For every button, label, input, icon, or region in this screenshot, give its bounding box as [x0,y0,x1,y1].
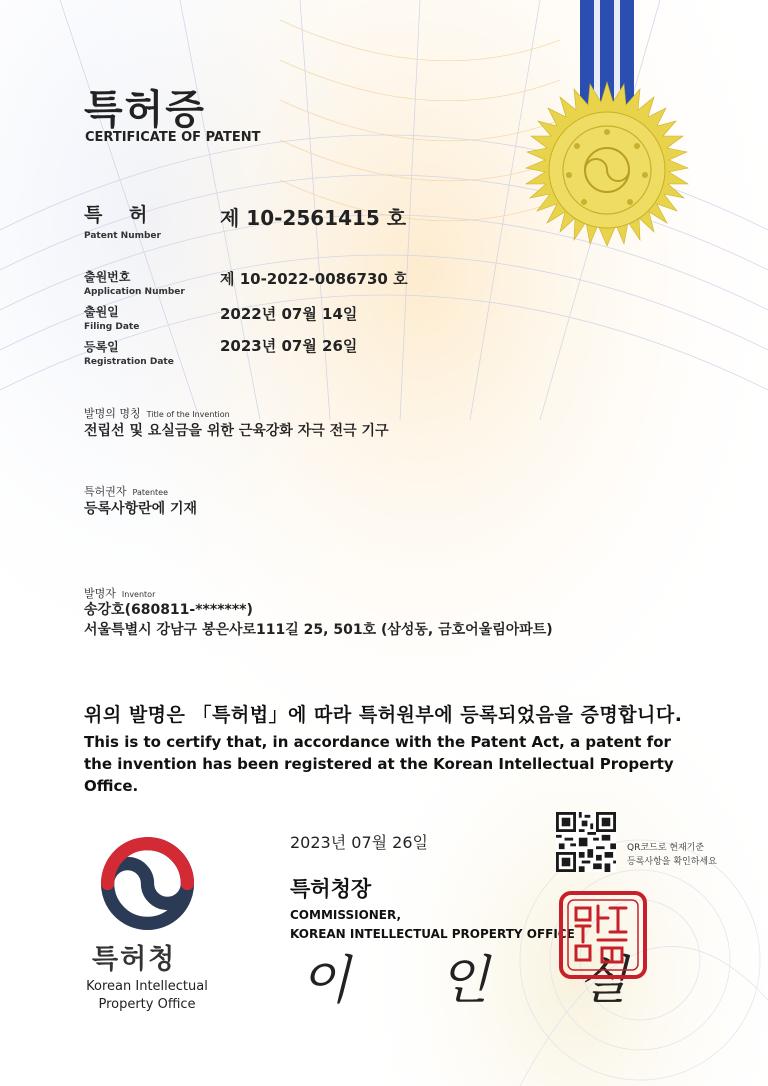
official-stamp-icon [558,890,648,980]
patent-number-label-en: Patent Number [84,231,161,241]
invention-title-label-en: Title of the Invention [146,410,230,419]
kipo-name-en [82,978,212,1014]
patentee-label [84,480,168,499]
kipo-name-en-line2: Property Office [98,997,196,1012]
commissioner-title-en-line1: COMMISSIONER, [290,908,402,922]
qr-note-line1: QR코드로 현재기준 [627,843,705,853]
patent-number-label-ko: 특 허 [84,204,158,226]
patent-number-value: 제 10-2561415 호 [220,206,407,230]
qr-note-line2: 등록사항을 확인하세요 [627,857,717,867]
qr-note [627,841,717,869]
registration-date-value: 2023년 07월 26일 [220,337,358,355]
certification-statement-ko: 위의 발명은 「특허법」에 따라 특허원부에 등록되었음을 증명합니다. [84,704,683,726]
certification-statement-en: This is to certify that, in accordance with the Patent Act, a patent for the invention has been registered at the Korean Intellectual Property Office. [84,733,674,795]
inventor-label-en: Inventor [121,590,156,599]
registration-date-label-ko: 등록일 [84,340,119,354]
patent-number-label [84,200,161,241]
patentee-label-ko: 특허권자 [84,485,127,498]
invention-title-value: 전립선 및 요실금을 위한 근육강화 자극 전극 기구 [84,423,389,439]
patentee-label-en: Patentee [132,488,168,497]
commissioner-signature: 이 인 실 [300,951,664,1011]
qr-code-icon[interactable] [556,812,616,872]
certificate-title-english: CERTIFICATE OF PATENT [85,130,261,145]
patentee-value: 등록사항란에 기재 [84,501,198,517]
commissioner-title-ko: 특허청장 [290,877,372,901]
invention-title-label-ko: 발명의 명칭 [84,407,141,420]
registration-date-label [84,338,174,367]
application-number-label-ko: 출원번호 [84,270,131,284]
invention-title-label [84,402,230,421]
application-number-value: 제 10-2022-0086730 호 [220,270,408,288]
commissioner-title-en-line2: KOREAN INTELLECTUAL PROPERTY OFFICE [290,927,575,941]
filing-date-value: 2022년 07월 14일 [220,305,358,323]
kipo-name-en-line1: Korean Intellectual [86,979,208,994]
filing-date-label-en: Filing Date [84,322,140,332]
kipo-name-ko: 특허청 [92,944,177,975]
certificate-title: 특허증 [84,87,206,133]
inventor-name: 송강호(680811-*******) [84,602,253,618]
inventor-address: 서울특별시 강남구 봉은사로111길 25, 501호 (삼성동, 금호어울림아파트) [84,622,553,638]
gold-seal-icon [512,80,702,270]
application-number-label [84,268,185,297]
issue-date: 2023년 07월 26일 [290,833,428,852]
registration-date-label-en: Registration Date [84,357,174,367]
filing-date-label [84,303,139,332]
filing-date-label-ko: 출원일 [84,305,119,319]
kipo-logo-icon [100,836,195,931]
inventor-label-ko: 발명자 [84,587,116,600]
application-number-label-en: Application Number [84,287,185,297]
